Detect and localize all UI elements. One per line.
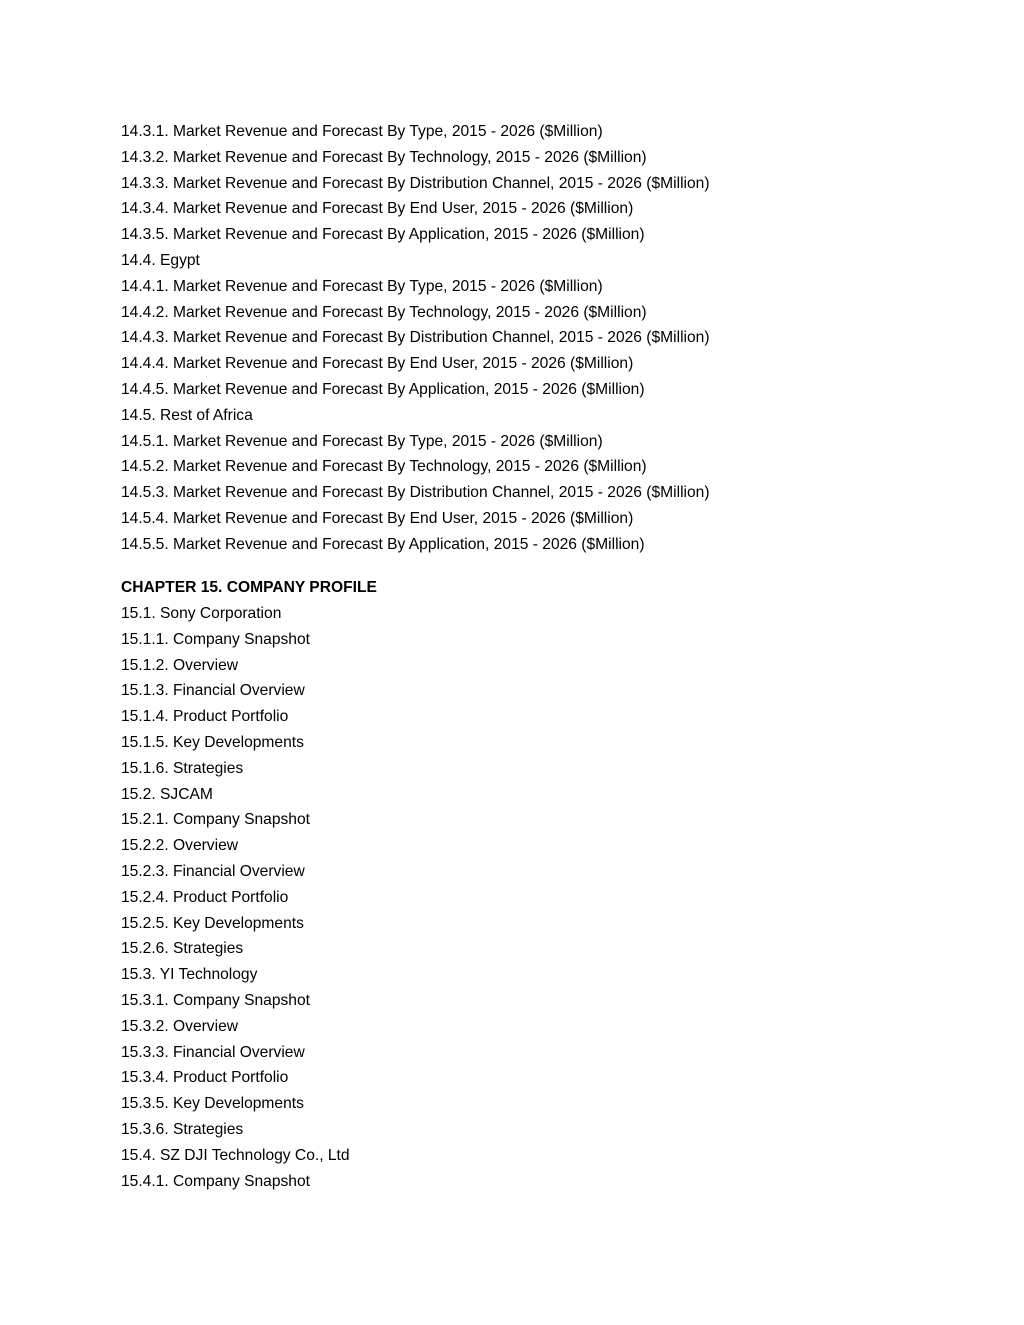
toc-line: 15.3.4. Product Portfolio bbox=[121, 1069, 289, 1087]
toc-line: 15.4.1. Company Snapshot bbox=[121, 1172, 310, 1190]
toc-line: 14.4.2. Market Revenue and Forecast By Technology, 2015 - 2026 ($Million) bbox=[121, 303, 647, 321]
toc-line: 14.3.1. Market Revenue and Forecast By Type, 2015 - 2026 ($Million) bbox=[121, 123, 603, 140]
toc-line: 14.5.4. Market Revenue and Forecast By End User, 2015 - 2026 ($Million) bbox=[121, 509, 634, 527]
toc-line: 14.5.3. Market Revenue and Forecast By Distribution Channel, 2015 - 2026 ($Million) bbox=[121, 484, 710, 502]
toc-line: 14.3.4. Market Revenue and Forecast By End User, 2015 - 2026 ($Million) bbox=[121, 200, 634, 218]
toc-line: 15.1. Sony Corporation bbox=[121, 605, 282, 622]
toc-section-14 bbox=[121, 119, 710, 558]
toc-section-15 bbox=[121, 575, 377, 1194]
chapter-heading: CHAPTER 15. COMPANY PROFILE bbox=[121, 579, 377, 596]
toc-line: 15.2.1. Company Snapshot bbox=[121, 811, 310, 829]
toc-line: 15.2.6. Strategies bbox=[121, 940, 244, 958]
toc-line: 15.3.5. Key Developments bbox=[121, 1095, 304, 1113]
toc-line: 15.4. SZ DJI Technology Co., Ltd bbox=[121, 1146, 350, 1164]
toc-line: 14.4. Egypt bbox=[121, 251, 200, 269]
toc-line: 14.3.5. Market Revenue and Forecast By Application, 2015 - 2026 ($Million) bbox=[121, 226, 645, 244]
toc-line: 15.1.2. Overview bbox=[121, 656, 239, 674]
toc-line: 14.5.5. Market Revenue and Forecast By Application, 2015 - 2026 ($Million) bbox=[121, 535, 645, 553]
toc-line: 15.3.1. Company Snapshot bbox=[121, 991, 310, 1009]
toc-line: 15.2.4. Product Portfolio bbox=[121, 888, 289, 906]
toc-line: 14.5. Rest of Africa bbox=[121, 406, 253, 424]
toc-line: 15.3. YI Technology bbox=[121, 966, 258, 984]
toc-line: 15.1.3. Financial Overview bbox=[121, 682, 305, 700]
toc-line: 15.3.6. Strategies bbox=[121, 1120, 244, 1138]
toc-line: 14.5.2. Market Revenue and Forecast By Technology, 2015 - 2026 ($Million) bbox=[121, 458, 647, 476]
toc-line: 14.4.5. Market Revenue and Forecast By Application, 2015 - 2026 ($Million) bbox=[121, 380, 645, 398]
toc-line: 15.1.5. Key Developments bbox=[121, 733, 304, 751]
toc-line: 15.2.3. Financial Overview bbox=[121, 862, 305, 880]
toc-line: 15.3.2. Overview bbox=[121, 1017, 239, 1035]
toc-line: 15.2.5. Key Developments bbox=[121, 914, 304, 932]
toc-line: 15.2.2. Overview bbox=[121, 837, 239, 855]
toc-line: 15.1.6. Strategies bbox=[121, 759, 244, 777]
toc-line: 14.4.1. Market Revenue and Forecast By Type, 2015 - 2026 ($Million) bbox=[121, 277, 603, 295]
toc-line: 14.3.3. Market Revenue and Forecast By Distribution Channel, 2015 - 2026 ($Million) bbox=[121, 174, 710, 192]
toc-line: 14.3.2. Market Revenue and Forecast By Technology, 2015 - 2026 ($Million) bbox=[121, 148, 647, 166]
toc-line: 15.2. SJCAM bbox=[121, 785, 213, 803]
toc-line: 14.5.1. Market Revenue and Forecast By Type, 2015 - 2026 ($Million) bbox=[121, 432, 603, 450]
toc-line: 14.4.3. Market Revenue and Forecast By Distribution Channel, 2015 - 2026 ($Million) bbox=[121, 329, 710, 347]
toc-line: 15.1.1. Company Snapshot bbox=[121, 630, 310, 648]
toc-line: 15.1.4. Product Portfolio bbox=[121, 708, 289, 726]
toc-line: 14.4.4. Market Revenue and Forecast By End User, 2015 - 2026 ($Million) bbox=[121, 355, 634, 373]
toc-line: 15.3.3. Financial Overview bbox=[121, 1043, 305, 1061]
